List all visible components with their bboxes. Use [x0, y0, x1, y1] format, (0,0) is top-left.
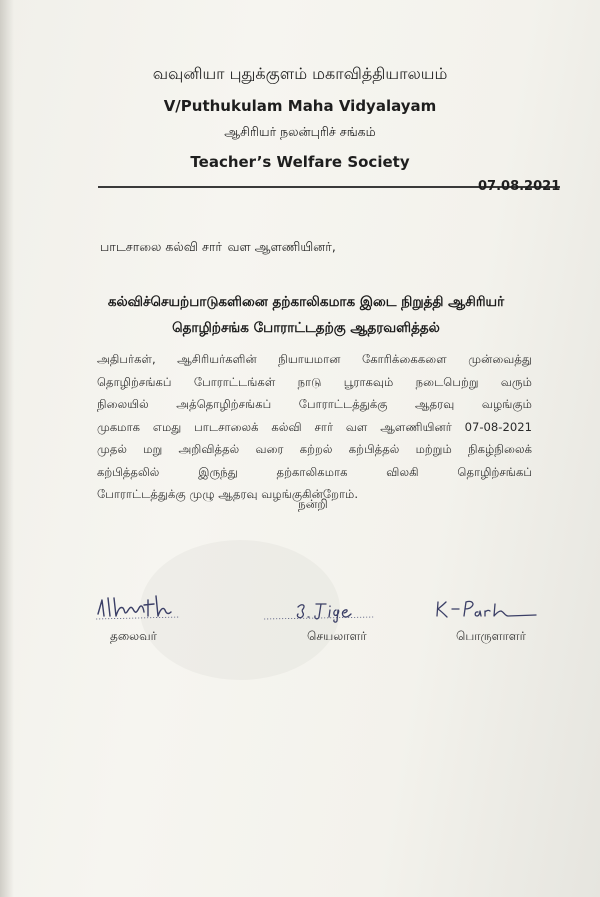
body-line: நிலையில் அத்தொழிற்சங்கப் போராட்டத்துக்கு ஆதரவு வழங்கும்	[97, 397, 532, 411]
body-line: முகமாக எமது பாடசாலைக் கல்வி சார் வள ஆளணியினர் 07-08-2021	[97, 419, 532, 434]
president-signature	[92, 592, 188, 622]
treasurer-signature	[432, 596, 542, 624]
society-name-english: Teacher’s Welfare Society	[190, 153, 410, 171]
secretary-signature	[262, 598, 382, 624]
body-line: முதல் மறு அறிவித்தல் வரை கற்றல் கற்பித்தல் மற்றும் நிகழ்நிலைக்	[97, 442, 532, 456]
secretary-title: செயலாளர்	[307, 629, 367, 643]
subject	[86, 289, 526, 341]
body-line: போராட்டத்துக்கு முழு ஆதரவு வழங்குகின்றோம்.	[97, 487, 359, 501]
treasurer-title: பொருளாளர்	[456, 629, 526, 643]
body-line: தொழிற்சங்கப் போராட்டங்கள் நாடு பூராகவும் நடைபெற்று வரும்	[97, 374, 532, 389]
subject-line: தொழிற்சங்க போராட்டதற்கு ஆதரவளித்தல்	[172, 320, 440, 336]
body-line: கற்பித்தலில் இருந்து தற்காலிகமாக விலகி தொழிற்சங்கப்	[97, 464, 532, 479]
letter-body	[97, 348, 532, 506]
body-line: அதிபர்கள், ஆசிரியர்களின் நியாயமான கோரிக்கைகளை முன்வைத்து	[97, 352, 532, 366]
society-name-tamil: ஆசிரியர் நலன்புரிச் சங்கம்	[224, 124, 376, 139]
closing-thanks: நன்றி	[298, 497, 328, 511]
subject-line: கல்விச்செயற்பாடுகளினை தற்காலிகமாக இடை நிறுத்தி ஆசிரியர்	[107, 294, 505, 310]
school-name-tamil: வவுனியா புதுக்குளம் மகாவித்தியாலயம்	[152, 64, 448, 83]
school-name-english: V/Puthukulam Maha Vidyalayam	[163, 97, 437, 115]
addressee: பாடசாலை கல்வி சாா் வள ஆளணியினர்,	[100, 239, 336, 254]
president-title: தலைவர்	[110, 629, 157, 643]
letter-date: 07.08.2021	[478, 179, 561, 194]
